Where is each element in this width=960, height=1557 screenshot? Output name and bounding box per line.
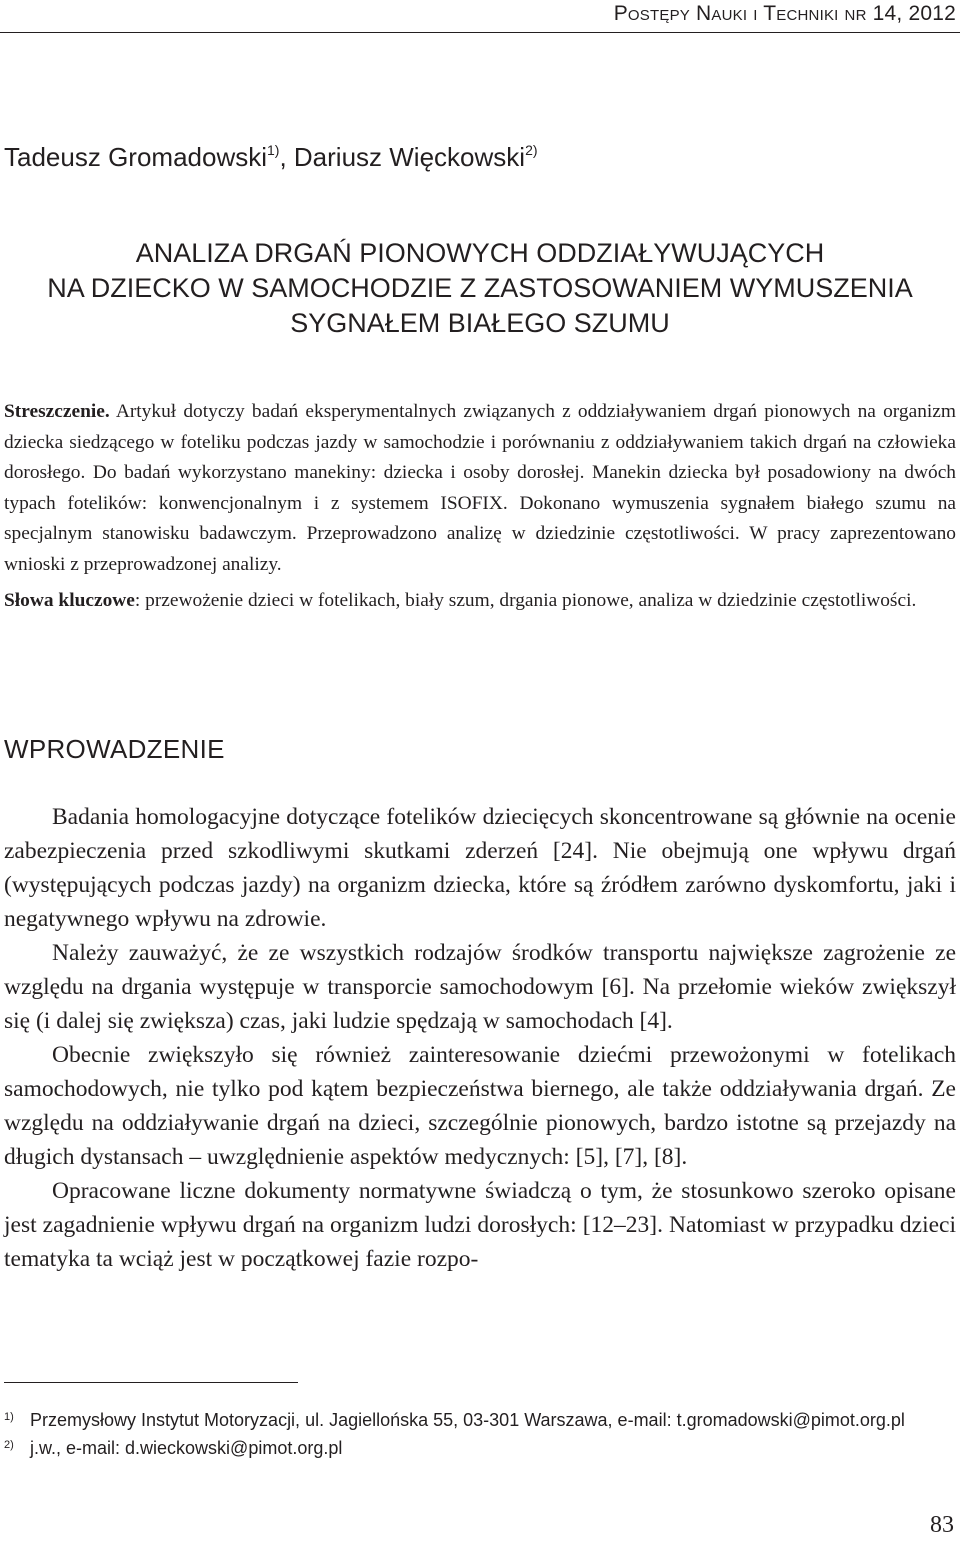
title-line: ANALIZA DRGAŃ PIONOWYCH ODDZIAŁYWUJĄCYCH bbox=[135, 238, 825, 268]
footnote-rule bbox=[4, 1382, 298, 1383]
keywords-label: Słowa kluczowe bbox=[4, 589, 135, 611]
keywords-paragraph bbox=[4, 586, 956, 617]
footnote-text: Przemysłowy Instytut Motoryzacji, ul. Jagiellońska 55, 03-301 Warszawa, e-mail: t.gromadowski@pimot.org.pl bbox=[30, 1410, 905, 1430]
body-text bbox=[4, 800, 956, 1276]
author-name: Dariusz Więckowski bbox=[293, 142, 526, 172]
abstract bbox=[4, 397, 956, 616]
abstract-paragraph bbox=[4, 397, 956, 581]
footnote bbox=[4, 1408, 956, 1432]
page-number: 83 bbox=[930, 1512, 954, 1538]
author-name: Tadeusz Gromadowski bbox=[4, 142, 267, 172]
body-paragraph: Badania homologacyjne dotyczące fotelików dziecięcych skoncentrowane są głównie na ocenie zabezpieczenia przed szkodliwymi skutkami zderzeń [24]. Nie obejmują one wpływu drgań (występujących podczas jazdy) na organizm dziecka, które są źródłem zarówno dyskomfortu, jaki i negatywnego wpływu na zdrowie. bbox=[4, 804, 956, 932]
footnote-text: j.w., e-mail: d.wieckowski@pimot.org.pl bbox=[30, 1438, 343, 1458]
author-separator: , bbox=[279, 142, 294, 172]
running-header: Postępy Nauki i Techniki nr 14, 2012 bbox=[613, 2, 956, 25]
body-paragraph: Obecnie zwiększyło się również zainteresowanie dziećmi przewożonymi w fotelikach samochodowych, nie tylko pod kątem bezpieczeństwa biernego, ale także oddziaływania drgań. Ze względu na oddziaływanie drgań na dzieci, szczególnie pionowych, bardzo istotne są przejazdy na długich dystansach – uwzględnienie aspektów medycznych: [5], [7], [8]. bbox=[4, 1042, 956, 1170]
footnote bbox=[4, 1436, 956, 1460]
footnotes bbox=[4, 1408, 956, 1464]
abstract-text: Artykuł dotyczy badań eksperymentalnych związanych z oddziaływaniem drgań pionowych na organizm dziecka siedzącego w foteliku podczas jazdy w samochodzie i porównaniu z oddziaływaniem takich drgań na człowieka dorosłego. Do badań wykorzystano manekiny: dziecka i osoby dorosłej. Manekin dziecka był posadowiony na dwóch typach fotelików: konwencjonalnym i z systemem ISOFIX. Dokonano wymuszenia sygnałem białego szumu na specjalnym stanowisku badawczym. Przeprowadzono analizę w dziedzinie częstotliwości. W pracy zaprezentowano wnioski z przeprowadzonej analizy. bbox=[4, 401, 956, 575]
abstract-label: Streszczenie. bbox=[4, 401, 110, 422]
header-rule bbox=[0, 32, 960, 33]
paper-title bbox=[0, 236, 960, 341]
body-paragraph: Opracowane liczne dokumenty normatywne świadczą o tym, że stosunkowo szeroko opisane jest zagadnienie wpływu drgań na organizm ludzi dorosłych: [12–23]. Natomiast w przypadku dzieci tematyka ta wciąż jest w początkowej fazie rozpo- bbox=[4, 1178, 956, 1272]
author-line bbox=[4, 142, 538, 173]
section-heading: WPROWADZENIE bbox=[4, 734, 225, 764]
footnote-mark: 2) bbox=[4, 1439, 14, 1451]
footnote-ref: 1) bbox=[267, 142, 280, 158]
title-line: NA DZIECKO W SAMOCHODZIE Z ZASTOSOWANIEM WYMUSZENIA bbox=[47, 273, 913, 303]
footnote-ref: 2) bbox=[525, 142, 538, 158]
footnote-mark: 1) bbox=[4, 1411, 14, 1423]
title-line: SYGNAŁEM BIAŁEGO SZUMU bbox=[290, 308, 670, 338]
body-paragraph: Należy zauważyć, że ze wszystkich rodzajów środków transportu największe zagrożenie ze względu na drgania występuje w transporcie samochodowym [6]. Na przełomie wieków zwiększył się (i dalej się zwiększa) czas, jaki ludzie spędzają w samochodach [4]. bbox=[4, 940, 956, 1034]
keywords-text: : przewożenie dzieci w fotelikach, biały szum, drgania pionowe, analiza w dziedzinie częstotliwości. bbox=[134, 589, 917, 611]
